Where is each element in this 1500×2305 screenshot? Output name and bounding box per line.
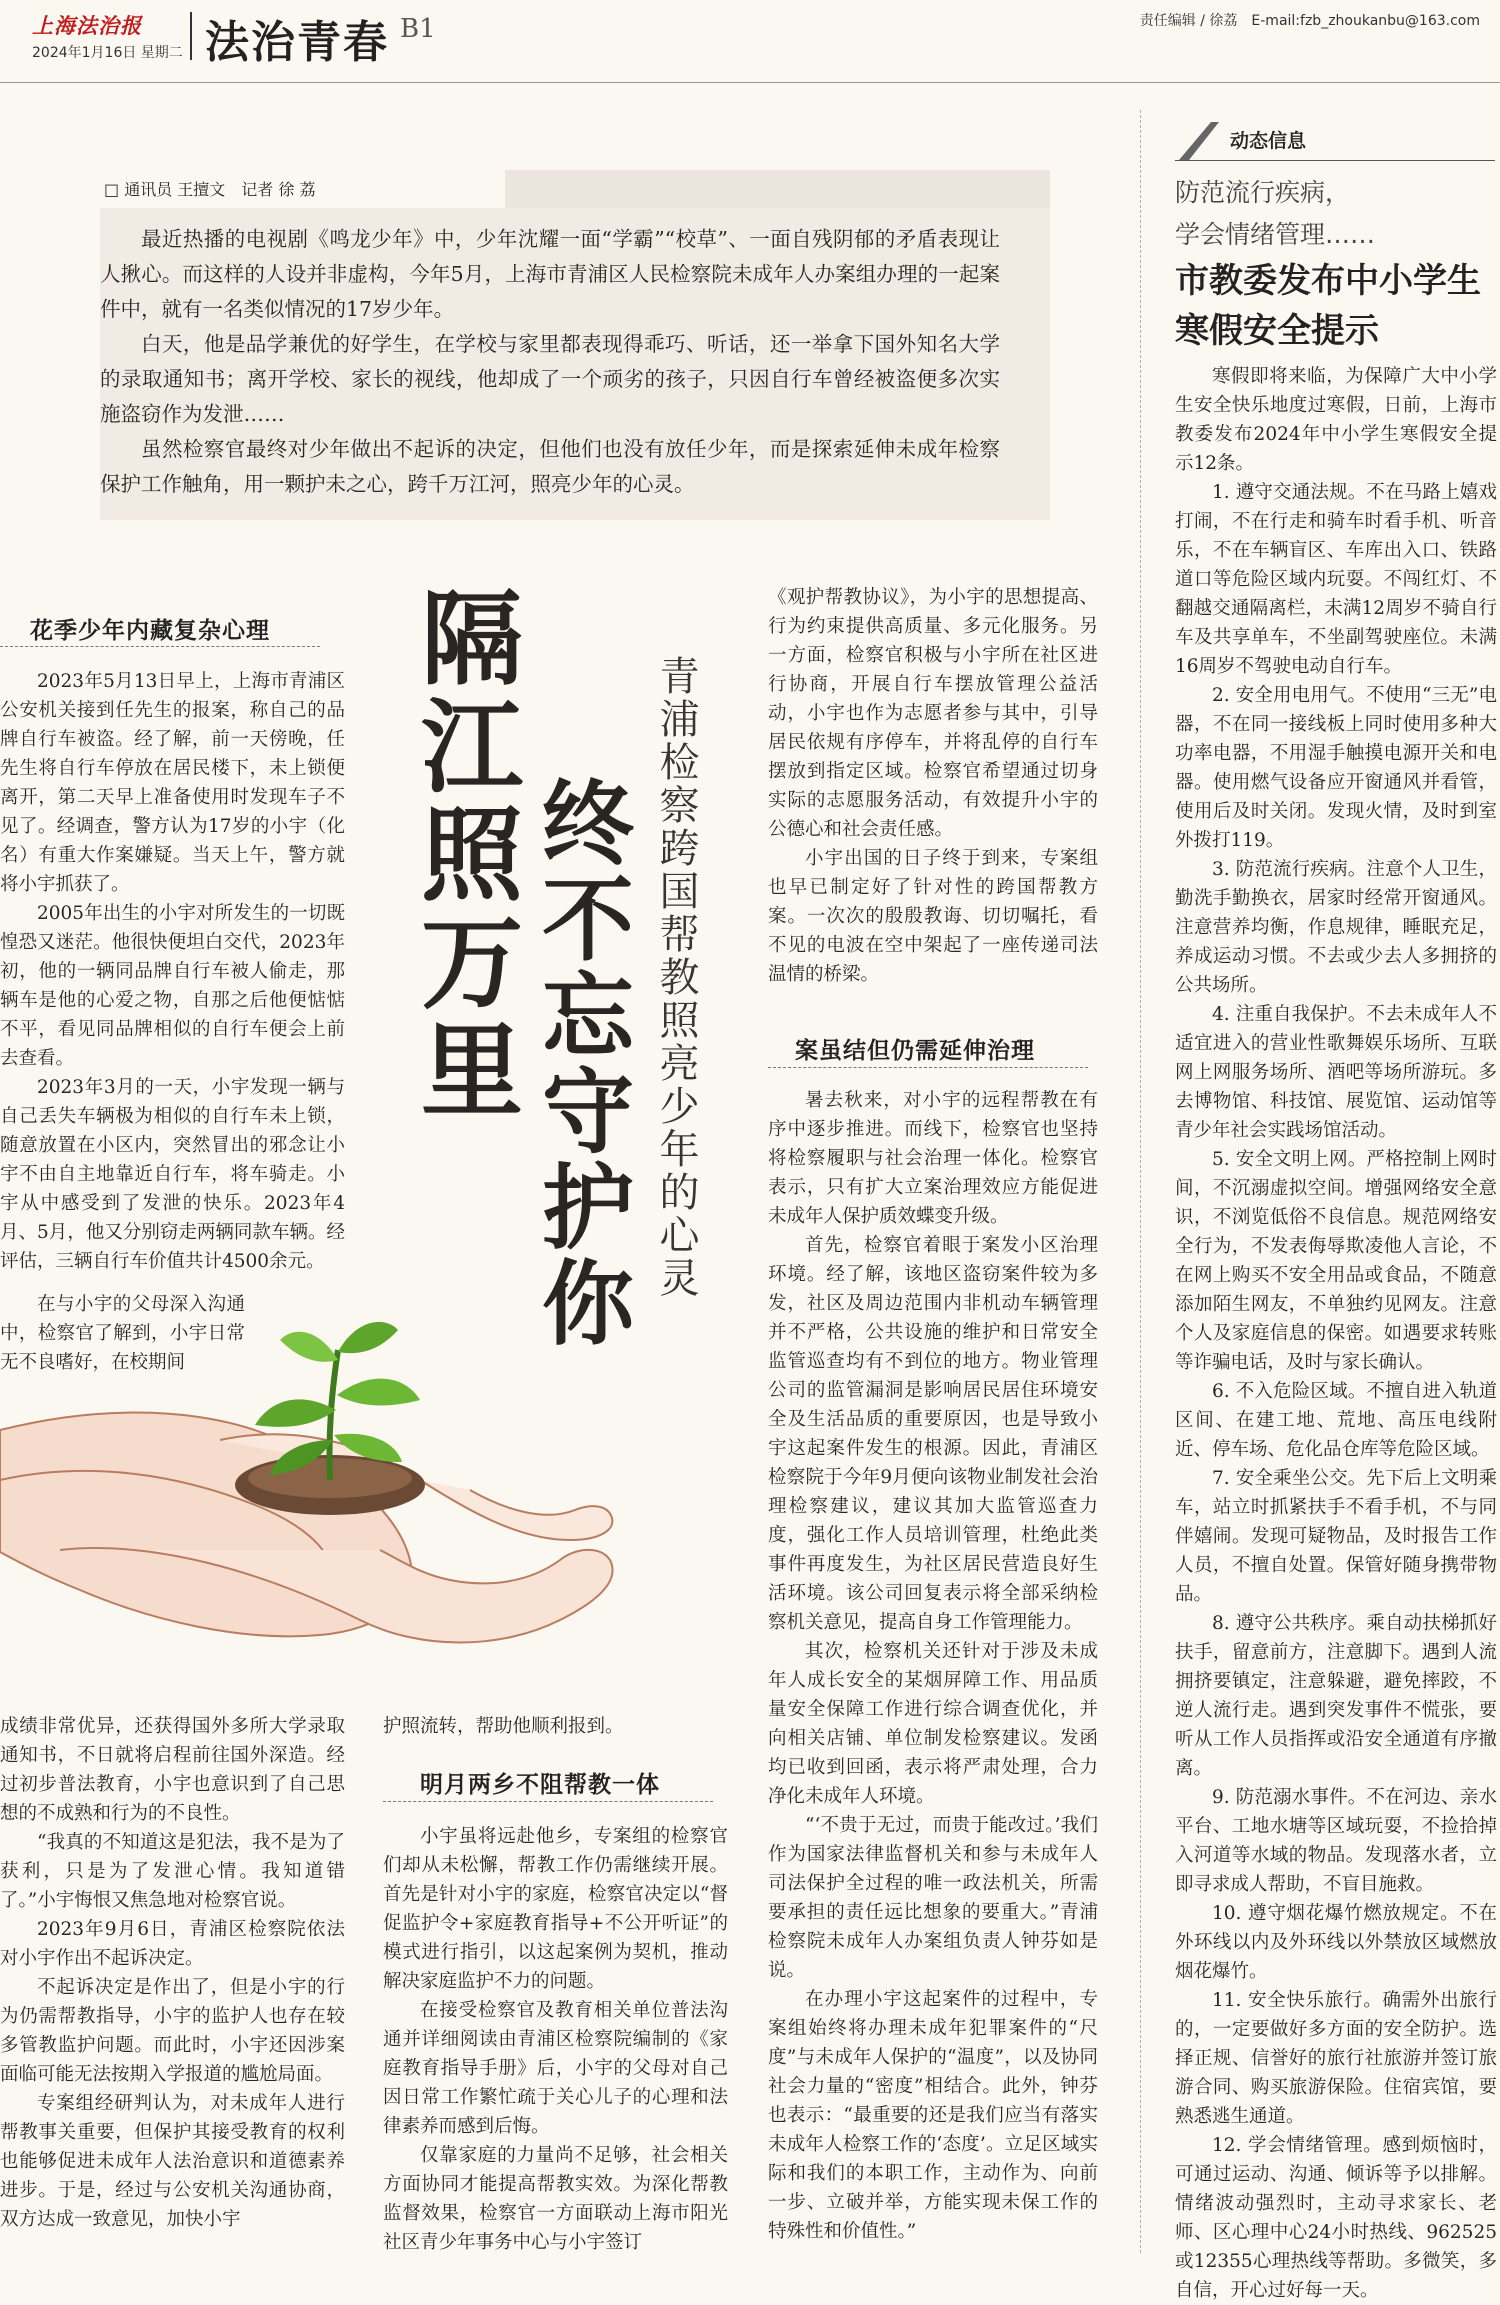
paragraph: 不起诉决定是作出了，但是小宇的行为仍需帮教指导，小宇的监护人也存在较多管教监护问题。而此时，小宇还因涉案面临可能无法按期入学报道的尴尬局面。 bbox=[0, 1977, 345, 2085]
column-1-bottom bbox=[0, 1712, 345, 2234]
sidebar-title bbox=[1175, 256, 1495, 356]
paragraph: 11. 安全快乐旅行。确需外出旅行的，一定要做好多方面的安全防护。选择正规、信誉好的旅行社旅游并签订旅游合同、购买旅游保险。住宿宾馆，要熟悉逃生通道。 bbox=[1175, 1990, 1497, 2127]
paragraph: 护照流转，帮助他顺利报到。 bbox=[383, 1716, 624, 1737]
paragraph: 10. 遵守烟花爆竹燃放规定。不在外环线以内及外环线以外禁放区域燃放烟花爆竹。 bbox=[1175, 1903, 1497, 1982]
paragraph: 3. 防范流行疾病。注意个人卫生，勤洗手勤换衣，居家时经常开窗通风。注意营养均衡，作息规律，睡眠充足，养成运动习惯。不去或少去人多拥挤的公共场所。 bbox=[1175, 859, 1497, 996]
sidebar-rule bbox=[1175, 160, 1495, 161]
paragraph: 2023年3月的一天，小宇发现一辆与自己丢失车辆极为相似的自行车未上锁，随意放置在小区内，突然冒出的邪念让小宇不由自主地靠近自行车，将车骑走。小宇从中感受到了发泄的快乐。2023年4月、5月，他又分别窃走两辆同款车辆。经评估，三辆自行车价值共计4500余元。 bbox=[0, 1077, 345, 1272]
paragraph: 小宇出国的日子终于到来，专案组也早已制定好了针对性的跨国帮教方案。一次次的殷殷教诲、切切嘱托，看不见的电波在空中架起了一座传递司法温情的桥梁。 bbox=[768, 848, 1098, 985]
sidebar-title-line: 寒假安全提示 bbox=[1175, 311, 1379, 351]
sidebar-divider bbox=[1140, 110, 1141, 2253]
subhead-underline bbox=[383, 1801, 713, 1802]
paragraph: 2023年9月6日，青浦区检察院依法对小宇作出不起诉决定。 bbox=[0, 1919, 345, 1969]
paragraph: 2023年5月13日早上，上海市青浦区公安机关接到任先生的报案，称自己的品牌自行车被盗。经了解，前一天傍晚，任先生将自行车停放在居民楼下，未上锁便离开，第二天早上准备使用时发现车子不见了。经调查，警方认为17岁的小宇（化名）有重大作案嫌疑。当天上午，警方就将小宇抓获了。 bbox=[0, 671, 345, 895]
paragraph: 暑去秋来，对小宇的远程帮教在有序中逐步推进。而线下，检察官也坚持将检察履职与社会治理一体化。检察官表示，只有扩大立案治理效应方能促进未成年人保护质效蝶变升级。 bbox=[768, 1090, 1098, 1227]
headline-secondary: 终不忘守护你 bbox=[527, 775, 635, 1351]
paragraph: 仅靠家庭的力量尚不足够，社会相关方面协同才能提高帮教实效。为深化帮教监督效果，检察官一方面联动上海市阳光社区青少年事务中心与小宇签订 bbox=[383, 2145, 728, 2253]
sidebar-title-line: 市教委发布中小学生 bbox=[1175, 261, 1481, 301]
column-3-top bbox=[768, 583, 1098, 989]
paragraph: “我真的不知道这是犯法，我不是为了获利，只是为了发泄心情。我知道错了。”小宇悔恨又焦急地对检察官说。 bbox=[0, 1832, 345, 1911]
paragraph: 8. 遵守公共秩序。乘自动扶梯抓好扶手，留意前方，注意脚下。遇到人流拥挤要镇定，注意躲避，避免摔跤，不逆人流行走。遇到突发事件不慌张，要听从工作人员指挥或沿安全通道有序撤离。 bbox=[1175, 1613, 1497, 1779]
subhead-2: 明月两乡不阻帮教一体 bbox=[420, 1772, 660, 1798]
byline: □ 通讯员 王擅文 记者 徐 荔 bbox=[104, 180, 316, 199]
column-1-wrap bbox=[0, 1290, 245, 1377]
paragraph: 在与小宇的父母深入沟通中，检察官了解到，小宇日常无不良嗜好，在校期间 bbox=[0, 1294, 245, 1373]
paragraph: 4. 注重自我保护。不去未成年人不适宜进入的营业性歌舞娱乐场所、互联网上网服务场所、酒吧等场所游玩。多去博物馆、科技馆、展览馆、运动馆等青少年社会实践场馆活动。 bbox=[1175, 1004, 1497, 1141]
lead-paragraph: 白天，他是品学兼优的好学生，在学校与家里都表现得乖巧、听话，还一举拿下国外知名大学的录取通知书；离开学校、家长的视线，他却成了一个顽劣的孩子，只因自行车曾经被盗便多次实施盗窃作为发泄…… bbox=[100, 332, 1000, 426]
lead-paragraph: 最近热播的电视剧《鸣龙少年》中，少年沈耀一面“学霸”“校草”、一面自残阴郁的矛盾表现让人揪心。而这样的人设并非虚构，今年5月，上海市青浦区人民检察院未成年人办案组办理的一起案件中，就有一名类似情况的17岁少年。 bbox=[100, 227, 1000, 321]
paragraph: 9. 防范溺水事件。不在河边、亲水平台、工地水塘等区域玩耍，不捡拾掉入河道等水域的物品。发现落水者，立即寻求成人帮助，不盲目施救。 bbox=[1175, 1787, 1497, 1895]
subhead-underline bbox=[768, 1067, 1088, 1068]
paragraph: 2. 安全用电用气。不使用“三无”电器，不在同一接线板上同时使用多种大功率电器，不用湿手触摸电源开关和电器。使用燃气设备应开窗通风并看管，使用后及时关闭。发现火情，及时到室外拨打119。 bbox=[1175, 685, 1497, 851]
sidebar-pretitle bbox=[1175, 172, 1495, 256]
paragraph: 在接受检察官及教育相关单位普法沟通并详细阅读由青浦区检察院编制的《家庭教育指导手册》后，小宇的父母对自己因日常工作繁忙疏于关心儿子的心理和法律素养而感到后悔。 bbox=[383, 2000, 728, 2137]
paragraph: 专案组经研判认为，对未成年人进行帮教事关重要，但保护其接受教育的权利也能够促进未成年人法治意识和道德素养进步。于是，经过与公安机关沟通协商，双方达成一致意见，加快小宇 bbox=[0, 2093, 345, 2230]
masthead-logo: 上海法治报 bbox=[32, 13, 142, 38]
lead-paragraph: 虽然检察官最终对少年做出不起诉的决定，但他们也没有放任少年，而是探索延伸未成年检察保护工作触角，用一颗护未之心，跨千万江河，照亮少年的心灵。 bbox=[100, 437, 1000, 496]
paragraph: 《观护帮教协议》，为小宇的思想提高、行为约束提供高质量、多元化服务。另一方面，检察官积极与小宇所在社区进行协商，开展自行车摆放管理公益活动，小宇也作为志愿者参与其中，引导居民依规有序停车，并将乱停的自行车摆放到指定区域。检察官希望通过切身实际的志愿服务活动，有效提升小宇的公德心和社会责任感。 bbox=[768, 587, 1098, 840]
lead-decoration bbox=[505, 170, 1050, 210]
headline-main: 隔江照万里 bbox=[404, 585, 524, 1125]
header-divider bbox=[190, 12, 192, 60]
issue-date: 2024年1月16日 星期二 bbox=[32, 45, 183, 61]
sidebar-tag-icon bbox=[1175, 120, 1223, 162]
paragraph: 其次，检察机关还针对于涉及未成年人成长安全的某烟屏障工作、用品质量安全保障工作进行综合调查优化，并向相关店铺、单位制发检察建议。发函均已收到回函，表示将严肃处理，合力净化未成年人环境。 bbox=[768, 1641, 1098, 1807]
paragraph: “‘不贵于无过，而贵于能改过。’我们作为国家法律监督机关和参与未成年人司法保护全过程的唯一政法机关，所需要承担的责任远比想象的要重大。”青浦检察院未成年人办案组负责人钟芬如是说。 bbox=[768, 1815, 1098, 1981]
column-2-top bbox=[383, 1712, 728, 1741]
column-3-body bbox=[768, 1086, 1098, 2246]
subhead-underline bbox=[0, 646, 320, 647]
paragraph: 首先，检察官着眼于案发小区治理环境。经了解，该地区盗窃案件较为多发，社区及周边范围内非机动车辆管理并不严格，公共设施的维护和日常安全监管巡查均有不到位的地方。物业管理公司的监管漏洞是影响居民居住环境安全及生活品质的重要原因，也是导致小宇这起案件发生的根源。因此，青浦区检察院于今年9月便向该物业制发社会治理检察建议，建议其加大监管巡查力度，强化工作人员培训管理，杜绝此类事件再度发生，为社区居民营造良好生活环境。该公司回复表示将全部采纳检察机关意见，提高自身工作管理能力。 bbox=[768, 1235, 1098, 1633]
paragraph: 小宇虽将远赴他乡，专案组的检察官们却从未松懈，帮教工作仍需继续开展。首先是针对小宇的家庭，检察官决定以“督促监护令+家庭教育指导+不公开听证”的模式进行指引，以这起案例为契机，推动解决家庭监护不力的问题。 bbox=[383, 1826, 728, 1992]
column-1-top bbox=[0, 667, 345, 1276]
paragraph: 1. 遵守交通法规。不在马路上嬉戏打闹，不在行走和骑车时看手机、听音乐，不在车辆盲区、车库出入口、铁路道口等危险区域内玩耍。不闯红灯、不翻越交通隔离栏，未满12周岁不骑自行车及共享单车，不坐副驾驶座位。未满16周岁不驾驶电动自行车。 bbox=[1175, 482, 1497, 677]
subhead-3: 案虽结但仍需延伸治理 bbox=[795, 1038, 1035, 1064]
sidebar-body bbox=[1175, 362, 1497, 2305]
paragraph: 寒假即将来临，为保障广大中小学生安全快乐地度过寒假，日前，上海市教委发布2024年中小学生寒假安全提示12条。 bbox=[1175, 366, 1497, 474]
headline-subtitle: 青浦检察跨国帮教照亮少年的心灵 bbox=[653, 655, 699, 1300]
column-2-body bbox=[383, 1822, 728, 2257]
editor-info: 责任编辑 / 徐荔 E-mail:fzb_zhoukanbu@163.com bbox=[1139, 13, 1480, 29]
paragraph: 在办理小宇这起案件的过程中，专案组始终将办理未成年犯罪案件的“尺度”与未成年人保护的“温度”，以及协同社会力量的“密度”相结合。此外，钟芬也表示：“最重要的还是我们应当有落实未成年人检察工作的‘态度’。立足区域实际和我们的本职工作，主动作为、向前一步、立破并举，方能实现未保工作的特殊性和价值性。” bbox=[768, 1989, 1098, 2242]
paragraph: 2005年出生的小宇对所发生的一切既惶恐又迷茫。他很快便坦白交代，2023年初，他的一辆同品牌自行车被人偷走，那辆车是他的心爱之物，自那之后他便惦惦不平，看见同品牌相似的自行车便会上前去查看。 bbox=[0, 903, 345, 1069]
paragraph: 成绩非常优异，还获得国外多所大学录取通知书，不日就将启程前往国外深造。经过初步普法教育，小宇也意识到了自己思想的不成熟和行为的不良性。 bbox=[0, 1716, 345, 1824]
paragraph: 5. 安全文明上网。严格控制上网时间，不沉溺虚拟空间。增强网络安全意识，不浏览低俗不良信息。规范网络安全行为，不发表侮辱欺凌他人言论，不在网上购买不安全用品或食品，不随意添加陌生网友，不单独约见网友。注意个人及家庭信息的保密。如遇要求转账等诈骗电话，及时与家长确认。 bbox=[1175, 1149, 1497, 1373]
sidebar-tag: 动态信息 bbox=[1230, 130, 1307, 152]
subhead-1: 花季少年内藏复杂心理 bbox=[30, 618, 270, 644]
paragraph: 7. 安全乘坐公交。先下后上文明乘车，站立时抓紧扶手不看手机，不与同伴嬉闹。发现可疑物品，及时报告工作人员，不擅自处置。保管好随身携带物品。 bbox=[1175, 1468, 1497, 1605]
paragraph: 6. 不入危险区域。不擅自进入轨道区间、在建工地、荒地、高压电线附近、停车场、危化品仓库等危险区域。 bbox=[1175, 1381, 1497, 1460]
sidebar-pretitle-line: 防范流行疾病， bbox=[1175, 178, 1351, 207]
header-rule bbox=[0, 82, 1500, 83]
sidebar-pretitle-line: 学会情绪管理…… bbox=[1175, 220, 1376, 249]
page-number: B1 bbox=[400, 14, 436, 44]
paragraph: 12. 学会情绪管理。感到烦恼时，可通过运动、沟通、倾诉等予以排解。情绪波动强烈时，主动寻求家长、老师、区心理中心24小时热线、962525或12355心理热线等帮助。多微笑，多自信，开心过好每一天。 bbox=[1175, 2135, 1497, 2301]
section-title: 法治青春 bbox=[205, 17, 389, 68]
lead-text bbox=[100, 222, 1000, 502]
